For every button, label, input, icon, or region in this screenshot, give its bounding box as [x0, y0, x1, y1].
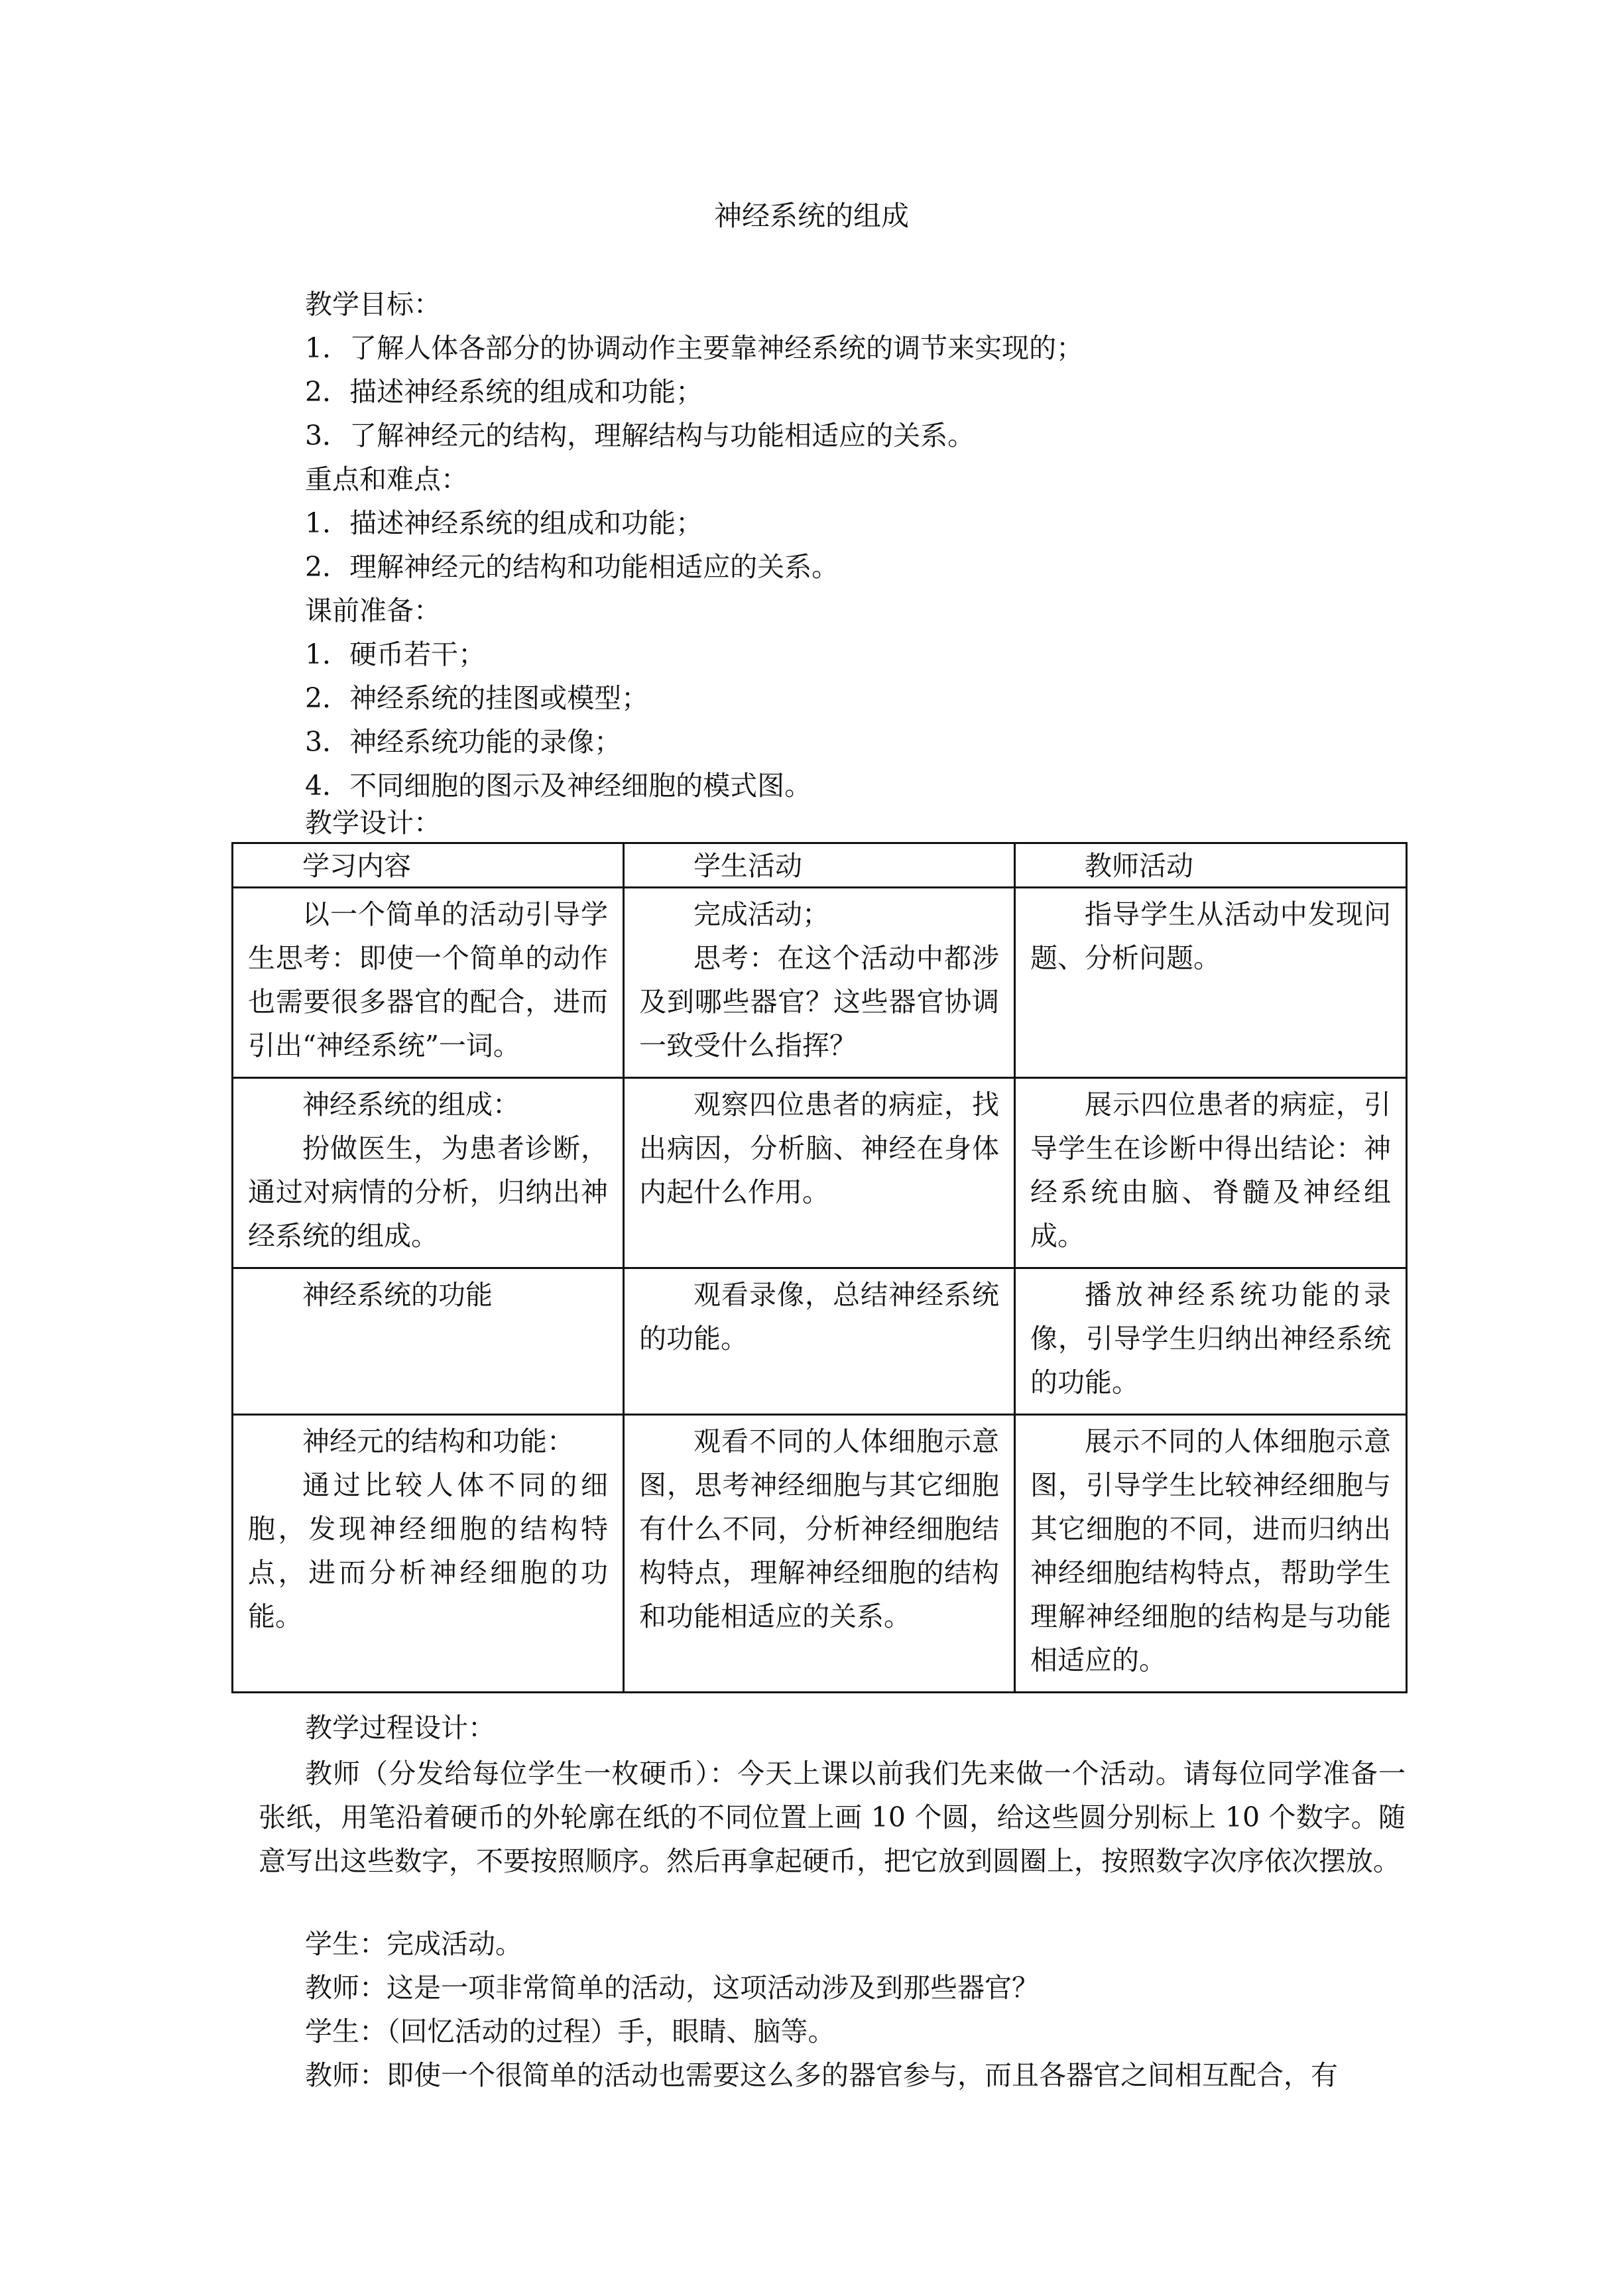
table-row — [233, 1078, 1407, 1268]
process-heading: 教学过程设计： — [305, 1712, 495, 1744]
cell-student: 观看录像，总结神经系统的功能。 — [624, 1268, 1015, 1415]
teaching-design-table — [231, 842, 1408, 1693]
cell-teacher: 指导学生从活动中发现问题、分析问题。 — [1015, 888, 1407, 1078]
design-heading: 教学设计： — [305, 807, 441, 839]
table-row — [233, 888, 1407, 1078]
process-paragraph: 学生：完成活动。 — [305, 1928, 522, 1960]
document-title: 神经系统的组成 — [713, 200, 909, 232]
process-paragraph: 教师：这是一项非常简单的活动，这项活动涉及到那些器官？ — [305, 1972, 1039, 2004]
cell-content: 神经系统的组成： 扮做医生，为患者诊断，通过对病情的分析，归纳出神经系统的组成。 — [233, 1078, 624, 1268]
cell-content: 以一个简单的活动引导学生思考：即使一个简单的动作也需要很多器官的配合，进而引出“神经系统”一词。 — [233, 888, 624, 1078]
process-paragraph: 教师（分发给每位学生一枚硬币）：今天上课以前我们先来做一个活动。请每位同学准备一张纸，用笔沿着硬币的外轮廓在纸的不同位置上画 10 个圆，给这些圆分别标上 10 个数字。随意写出这些数字，不要按照顺序。然后再拿起硬币，把它放到圆圈上，按照数字次序依次摆放。 — [259, 1758, 1406, 1877]
table-header-row — [233, 843, 1407, 888]
key-point-item: 2．理解神经元的结构和功能相适应的关系。 — [305, 551, 839, 583]
objective-item: 1．了解人体各部分的协调动作主要靠神经系统的调节来实现的； — [305, 332, 1084, 364]
column-header-teacher: 教师活动 — [1015, 843, 1407, 888]
objective-item: 2．描述神经系统的组成和功能； — [305, 376, 703, 408]
cell-teacher: 展示四位患者的病症，引导学生在诊断中得出结论：神经系统由脑、脊髓及神经组成。 — [1015, 1078, 1407, 1268]
cell-teacher: 播放神经系统功能的录像，引导学生归纳出神经系统的功能。 — [1015, 1268, 1407, 1415]
preparation-heading: 课前准备： — [305, 595, 441, 627]
objective-item: 3．了解神经元的结构，理解结构与功能相适应的关系。 — [305, 420, 975, 452]
column-header-content: 学习内容 — [233, 843, 624, 888]
cell-teacher: 展示不同的人体细胞示意图，引导学生比较神经细胞与其它细胞的不同，进而归纳出神经细胞结构特点，帮助学生理解神经细胞的结构是与功能相适应的。 — [1015, 1415, 1407, 1693]
cell-student: 观看不同的人体细胞示意图，思考神经细胞与其它细胞有什么不同，分析神经细胞结构特点，理解神经细胞的结构和功能相适应的关系。 — [624, 1415, 1015, 1693]
key-point-item: 1．描述神经系统的组成和功能； — [305, 507, 703, 539]
process-paragraph: 教师：即使一个很简单的活动也需要这么多的器官参与，而且各器官之间相互配合，有 — [305, 2059, 1338, 2091]
cell-student: 观察四位患者的病症，找出病因，分析脑、神经在身体内起什么作用。 — [624, 1078, 1015, 1268]
preparation-item: 2．神经系统的挂图或模型； — [305, 682, 649, 714]
table-row — [233, 1268, 1407, 1415]
objectives-heading: 教学目标： — [305, 288, 441, 320]
table-row — [233, 1415, 1407, 1693]
cell-content: 神经系统的功能 — [233, 1268, 624, 1415]
column-header-student: 学生活动 — [624, 843, 1015, 888]
cell-content: 神经元的结构和功能： 通过比较人体不同的细胞，发现神经细胞的结构特点，进而分析神经细胞的功能。 — [233, 1415, 624, 1693]
preparation-item: 1．硬币若干； — [305, 638, 486, 670]
preparation-item: 3．神经系统功能的录像； — [305, 726, 622, 758]
process-paragraph: 学生：（回忆活动的过程）手，眼睛、脑等。 — [305, 2016, 835, 2047]
key-points-heading: 重点和难点： — [305, 463, 468, 495]
cell-student: 完成活动； 思考：在这个活动中都涉及到哪些器官？这些器官协调一致受什么指挥？ — [624, 888, 1015, 1078]
preparation-item: 4．不同细胞的图示及神经细胞的模式图。 — [305, 770, 812, 802]
